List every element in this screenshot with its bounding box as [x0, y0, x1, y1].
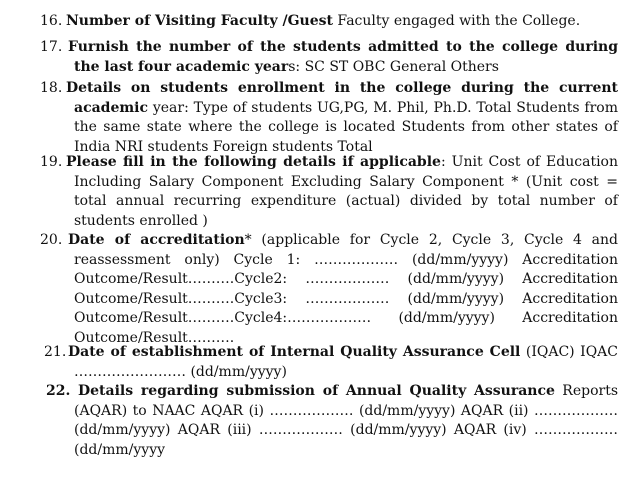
item-detail: Faculty engaged with the College.: [332, 13, 581, 29]
item-heading: Date of establishment of Internal Quality Assurance Cell: [68, 344, 521, 360]
item-number: 16.: [40, 13, 63, 29]
item-heading: Please fill in the following details if applicable: [66, 154, 441, 170]
item-detail: : Unit Cost of Education Including Salary Component Excluding Salary Component * (Unit cost = total annual recurring expenditure (actual) divided by total number of students enrolled ): [74, 154, 618, 229]
item-heading: Number of Visiting Faculty /Guest: [66, 13, 333, 29]
item-text: [74, 382, 618, 460]
item-detail: Reports (AQAR) to NAAC AQAR (i) ……………… (dd/mm/yyyy) AQAR (ii) ……………… (dd/mm/yyyy) AQAR (iii) ……………… (dd/mm/yyyy) AQAR (iv) ……………… (dd/mm/yyyy: [74, 383, 619, 458]
item-text: [66, 12, 616, 32]
item-number: 17.: [40, 39, 63, 55]
item-number: 22.: [46, 383, 71, 399]
item-heading: Furnish the number of the students admitted to the college during the last four academic year: [68, 39, 618, 75]
item-text: [66, 153, 618, 231]
item-heading: Details regarding submission of Annual Quality Assurance: [78, 383, 555, 399]
item-detail: year: Type of students UG,PG, M. Phil, Ph.D. Total Students from the same state where the college is located Students from other states of India NRI students Foreign students Total: [74, 99, 618, 155]
item-heading: Date of accreditation: [68, 232, 245, 248]
item-number: 20.: [40, 232, 63, 248]
item-text: [68, 38, 618, 77]
item-number: 21.: [44, 344, 67, 360]
item-text: [68, 231, 619, 348]
item-text: [68, 343, 618, 382]
item-detail: (IQAC) IQAC …………………… (dd/mm/yyyy): [74, 344, 618, 380]
item-number: 18.: [40, 80, 63, 96]
item-heading: Details on students enrollment in the college during the current academic: [66, 80, 618, 116]
item-text: [66, 79, 618, 157]
item-number: 19.: [40, 154, 63, 170]
item-detail: * (applicable for Cycle 2, Cycle 3, Cycle 4 and reassessment only) Cycle 1: ……………… (dd/mm/yyyy) Accreditation Outcome/Result……….Cycle2: ……………… (dd/mm/yyyy) Accreditation Outcome/Result……….Cycle3: ……………… (dd/mm/yyyy) Accreditation Outcome/Result……….Cycle4:……………… (dd/mm/yyyy) Accreditation Outcome/Result……….: [74, 232, 619, 346]
item-detail: s: SC ST OBC General Others: [288, 58, 499, 75]
